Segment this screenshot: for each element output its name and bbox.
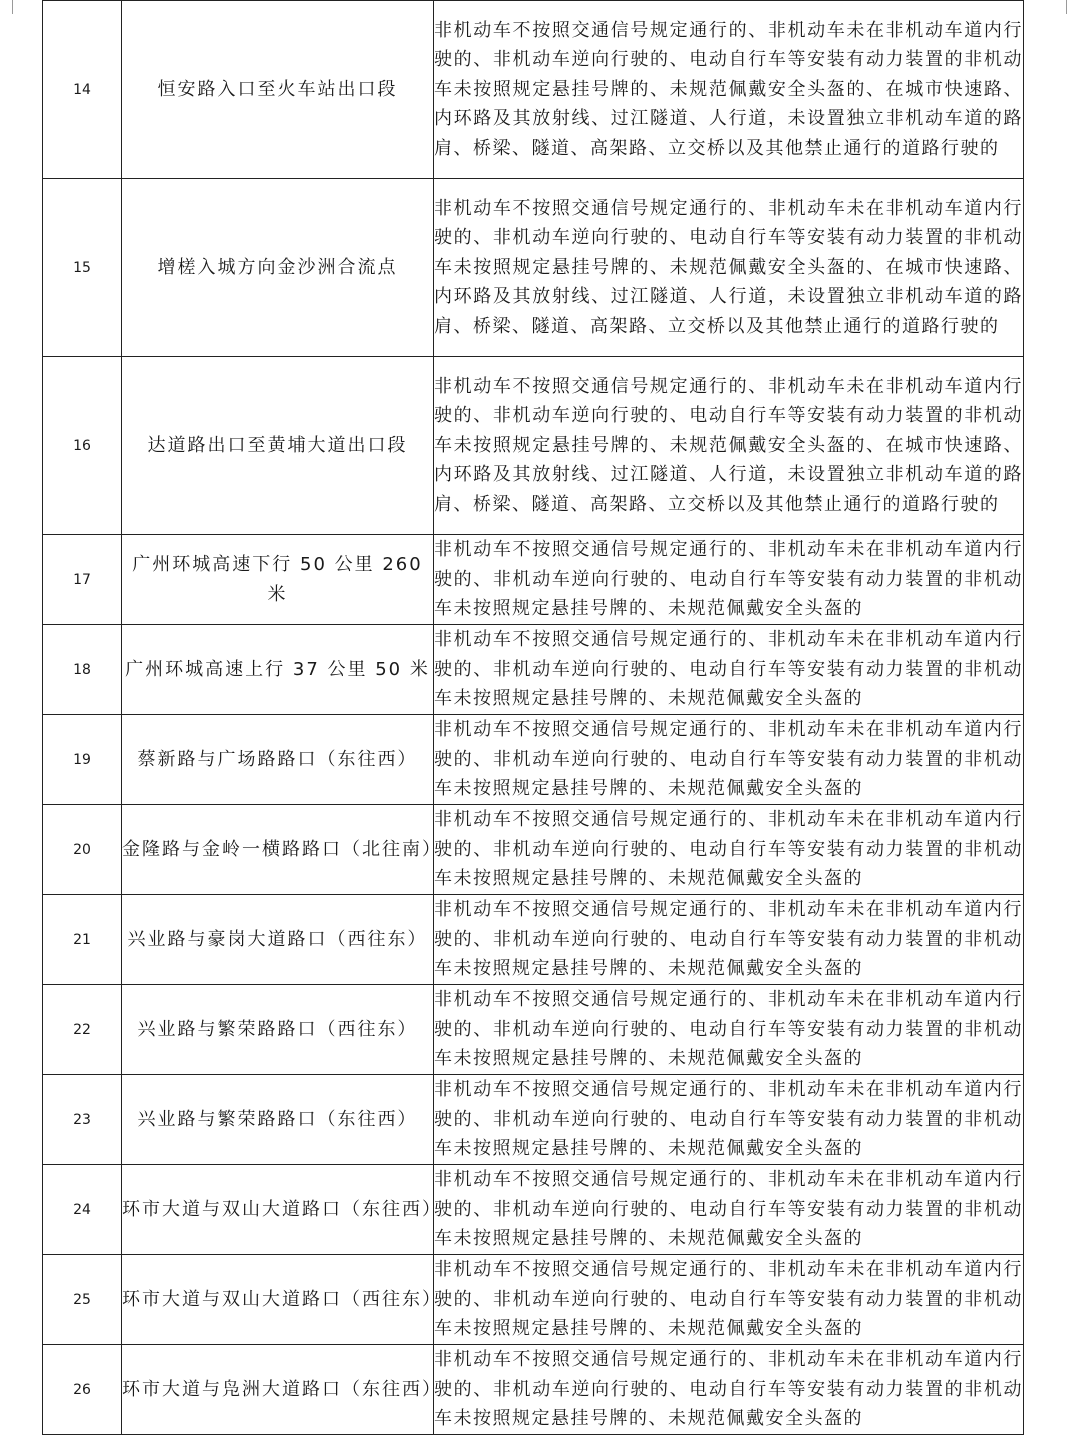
- row-number: 24: [43, 1165, 122, 1255]
- location-cell: 环市大道与凫洲大道路口（东往西）: [122, 1345, 434, 1435]
- row-number: 15: [43, 179, 122, 357]
- location-cell: 广州环城高速下行 50 公里 260 米: [122, 535, 434, 625]
- location-cell: 广州环城高速上行 37 公里 50 米: [122, 625, 434, 715]
- row-number: 23: [43, 1075, 122, 1165]
- page-edge-mark: [12, 0, 13, 14]
- table-row: [43, 1255, 1024, 1345]
- row-number: 16: [43, 357, 122, 535]
- table-row: [43, 625, 1024, 715]
- violations-cell: 非机动车不按照交通信号规定通行的、非机动车未在非机动车道内行驶的、非机动车逆向行驶的、电动自行车等安装有动力装置的非机动车未按照规定悬挂号牌的、未规范佩戴安全头盔的、在城市快速路、内环路及其放射线、过江隧道、人行道，未设置独立非机动车道的路肩、桥梁、隧道、高架路、立交桥以及其他禁止通行的道路行驶的: [434, 357, 1024, 535]
- page-edge-mark: [1066, 0, 1067, 14]
- location-cell: 达道路出口至黄埔大道出口段: [122, 357, 434, 535]
- violations-cell: 非机动车不按照交通信号规定通行的、非机动车未在非机动车道内行驶的、非机动车逆向行驶的、电动自行车等安装有动力装置的非机动车未按照规定悬挂号牌的、未规范佩戴安全头盔的: [434, 625, 1024, 715]
- location-cell: 环市大道与双山大道路口（东往西）: [122, 1165, 434, 1255]
- location-cell: 环市大道与双山大道路口（西往东）: [122, 1255, 434, 1345]
- table-row: [43, 357, 1024, 535]
- violations-cell: 非机动车不按照交通信号规定通行的、非机动车未在非机动车道内行驶的、非机动车逆向行驶的、电动自行车等安装有动力装置的非机动车未按照规定悬挂号牌的、未规范佩戴安全头盔的: [434, 1345, 1024, 1435]
- row-number: 18: [43, 625, 122, 715]
- table-row: [43, 535, 1024, 625]
- violations-cell: 非机动车不按照交通信号规定通行的、非机动车未在非机动车道内行驶的、非机动车逆向行驶的、电动自行车等安装有动力装置的非机动车未按照规定悬挂号牌的、未规范佩戴安全头盔的: [434, 985, 1024, 1075]
- row-number: 20: [43, 805, 122, 895]
- violations-cell: 非机动车不按照交通信号规定通行的、非机动车未在非机动车道内行驶的、非机动车逆向行驶的、电动自行车等安装有动力装置的非机动车未按照规定悬挂号牌的、未规范佩戴安全头盔的: [434, 805, 1024, 895]
- table-row: [43, 895, 1024, 985]
- table-row: [43, 1, 1024, 179]
- row-number: 25: [43, 1255, 122, 1345]
- violations-cell: 非机动车不按照交通信号规定通行的、非机动车未在非机动车道内行驶的、非机动车逆向行驶的、电动自行车等安装有动力装置的非机动车未按照规定悬挂号牌的、未规范佩戴安全头盔的: [434, 535, 1024, 625]
- violations-cell: 非机动车不按照交通信号规定通行的、非机动车未在非机动车道内行驶的、非机动车逆向行驶的、电动自行车等安装有动力装置的非机动车未按照规定悬挂号牌的、未规范佩戴安全头盔的: [434, 1255, 1024, 1345]
- location-cell: 恒安路入口至火车站出口段: [122, 1, 434, 179]
- row-number: 17: [43, 535, 122, 625]
- location-cell: 蔡新路与广场路路口（东往西）: [122, 715, 434, 805]
- location-cell: 兴业路与繁荣路路口（西往东）: [122, 985, 434, 1075]
- location-cell: 兴业路与豪岗大道路口（西往东）: [122, 895, 434, 985]
- row-number: 21: [43, 895, 122, 985]
- table-row: [43, 985, 1024, 1075]
- row-number: 26: [43, 1345, 122, 1435]
- table-row: [43, 715, 1024, 805]
- enforcement-locations-table: [42, 0, 1024, 1435]
- violations-cell: 非机动车不按照交通信号规定通行的、非机动车未在非机动车道内行驶的、非机动车逆向行驶的、电动自行车等安装有动力装置的非机动车未按照规定悬挂号牌的、未规范佩戴安全头盔的: [434, 715, 1024, 805]
- location-cell: 金隆路与金岭一横路路口（北往南）: [122, 805, 434, 895]
- row-number: 14: [43, 1, 122, 179]
- table-row: [43, 179, 1024, 357]
- violations-cell: 非机动车不按照交通信号规定通行的、非机动车未在非机动车道内行驶的、非机动车逆向行驶的、电动自行车等安装有动力装置的非机动车未按照规定悬挂号牌的、未规范佩戴安全头盔的: [434, 1165, 1024, 1255]
- table-row: [43, 1345, 1024, 1435]
- location-cell: 增槎入城方向金沙洲合流点: [122, 179, 434, 357]
- violations-cell: 非机动车不按照交通信号规定通行的、非机动车未在非机动车道内行驶的、非机动车逆向行驶的、电动自行车等安装有动力装置的非机动车未按照规定悬挂号牌的、未规范佩戴安全头盔的、在城市快速路、内环路及其放射线、过江隧道、人行道，未设置独立非机动车道的路肩、桥梁、隧道、高架路、立交桥以及其他禁止通行的道路行驶的: [434, 1, 1024, 179]
- violations-cell: 非机动车不按照交通信号规定通行的、非机动车未在非机动车道内行驶的、非机动车逆向行驶的、电动自行车等安装有动力装置的非机动车未按照规定悬挂号牌的、未规范佩戴安全头盔的: [434, 895, 1024, 985]
- violations-cell: 非机动车不按照交通信号规定通行的、非机动车未在非机动车道内行驶的、非机动车逆向行驶的、电动自行车等安装有动力装置的非机动车未按照规定悬挂号牌的、未规范佩戴安全头盔的: [434, 1075, 1024, 1165]
- violations-cell: 非机动车不按照交通信号规定通行的、非机动车未在非机动车道内行驶的、非机动车逆向行驶的、电动自行车等安装有动力装置的非机动车未按照规定悬挂号牌的、未规范佩戴安全头盔的、在城市快速路、内环路及其放射线、过江隧道、人行道，未设置独立非机动车道的路肩、桥梁、隧道、高架路、立交桥以及其他禁止通行的道路行驶的: [434, 179, 1024, 357]
- row-number: 22: [43, 985, 122, 1075]
- table-row: [43, 1165, 1024, 1255]
- location-cell: 兴业路与繁荣路路口（东往西）: [122, 1075, 434, 1165]
- table-row: [43, 805, 1024, 895]
- table-row: [43, 1075, 1024, 1165]
- row-number: 19: [43, 715, 122, 805]
